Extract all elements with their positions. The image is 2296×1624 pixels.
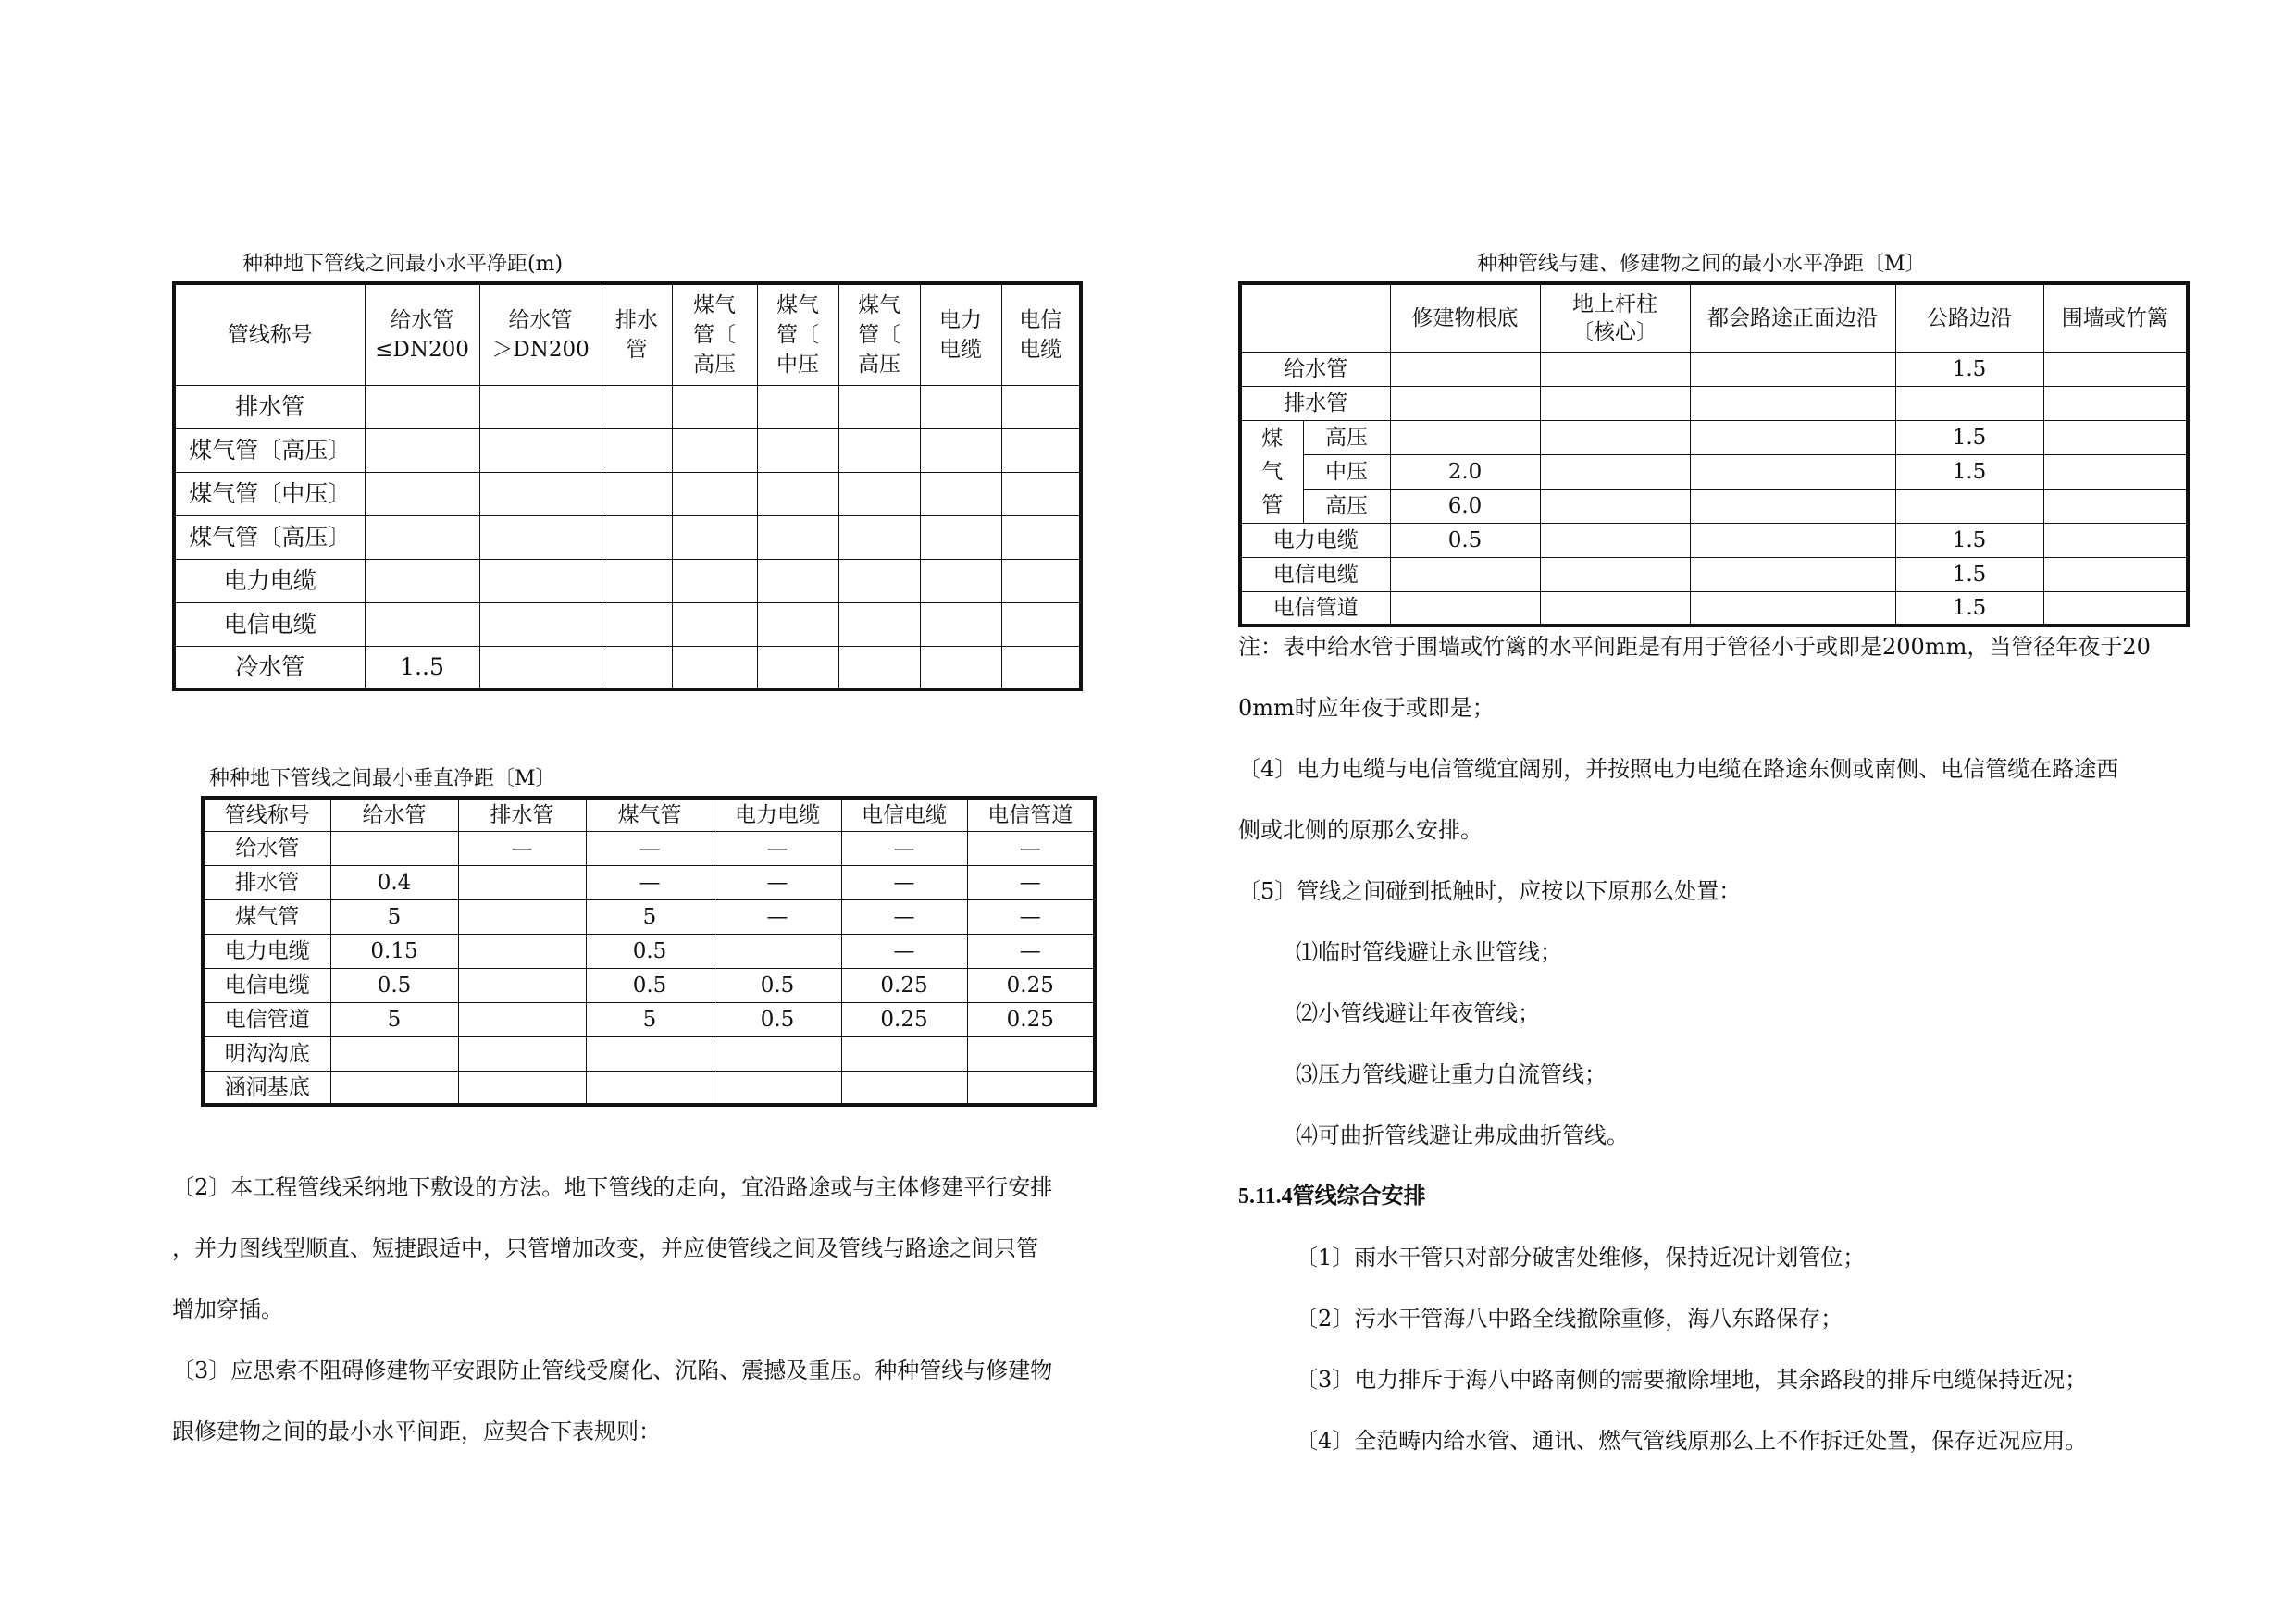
item-4: 〔4〕全范畴内给水管、通讯、燃气管线原那么上不作拆迁处置，保存近况应用。: [1296, 1428, 2088, 1454]
table2-cell: [330, 1071, 458, 1105]
table3-header-cell: 修建物根底: [1390, 283, 1540, 352]
table1-row: [174, 515, 1081, 559]
table3-cell: [1690, 489, 1895, 523]
table2-row: [203, 865, 1095, 899]
table1-cell: [479, 472, 602, 515]
table1-cell: [838, 472, 920, 515]
table2-header-cell: 煤气管: [586, 798, 714, 831]
table3-row-label: 高压: [1303, 489, 1390, 523]
table3-caption: 种种管线与建、修建物之间的最小水平净距〔M〕: [1477, 253, 1926, 276]
table1-row-label: 电力电缆: [174, 559, 365, 602]
table3-body: [1240, 352, 2188, 626]
table2-row-label: 煤气管: [203, 899, 330, 934]
table2-cell: [967, 1036, 1095, 1071]
table1-header-row: [174, 283, 1081, 385]
table2-cell: [458, 1002, 586, 1036]
table3-cell: [1540, 420, 1690, 454]
rule-4: ⑷可曲折管线避让弗成曲折管线。: [1296, 1122, 1629, 1148]
table2-cell: 5: [330, 1002, 458, 1036]
table2-cell: 0.5: [586, 934, 714, 968]
table1-cell: [479, 428, 602, 472]
table1-cell: [757, 646, 838, 689]
table3-cell: [1540, 489, 1690, 523]
table1-cell: [672, 385, 757, 428]
table3-cell: [1540, 523, 1690, 557]
table1-cell: [838, 602, 920, 646]
table1-row-label: 煤气管〔高压〕: [174, 515, 365, 559]
table2-cell: [841, 1036, 967, 1071]
table3-cell: [1390, 386, 1540, 420]
table1-cell: [602, 385, 672, 428]
table2-cell: —: [967, 899, 1095, 934]
table2-cell: [458, 934, 586, 968]
table3-cell: [1895, 489, 2043, 523]
table3-cell: [1690, 523, 1895, 557]
table3-row-label: 电信电缆: [1240, 557, 1390, 591]
table2-cell: 5: [586, 899, 714, 934]
table2-cell: 5: [586, 1002, 714, 1036]
para4-line-2: 侧或北侧的原那么安排。: [1238, 817, 1483, 843]
left-text-line-5: 跟修建物之间的最小水平间距，应契合下表规则：: [172, 1419, 661, 1444]
table1-header-cell: 电力 电缆: [920, 283, 1001, 385]
table1-cell: [1001, 602, 1081, 646]
table2-cell: —: [586, 831, 714, 865]
table2-cell: —: [841, 899, 967, 934]
table3-row-label: 电信管道: [1240, 591, 1390, 626]
table2-cell: 0.15: [330, 934, 458, 968]
table2-min-vertical-distance: [201, 796, 1097, 1107]
table3-cell: [1540, 352, 1690, 386]
table1-cell: [479, 385, 602, 428]
table1-cell: 1..5: [365, 646, 479, 689]
table1-row-label: 冷水管: [174, 646, 365, 689]
table1-row-label: 电信电缆: [174, 602, 365, 646]
table2-cell: —: [967, 831, 1095, 865]
table1-header-cell: 煤气 管〔 高压: [838, 283, 920, 385]
table1-row: [174, 646, 1081, 689]
left-text-line-1: 〔2〕本工程管线采纳地下敷设的方法。地下管线的走向，宜沿路途或与主体修建平行安排: [172, 1174, 1053, 1200]
table2-cell: [458, 1071, 586, 1105]
table3-cell: 6.0: [1390, 489, 1540, 523]
table1-cell: [920, 602, 1001, 646]
table1-cell: [672, 428, 757, 472]
rule-2: ⑵小管线避让年夜管线；: [1296, 1000, 1540, 1026]
table3-header-cell: 公路边沿: [1895, 283, 2043, 352]
table1-cell: [757, 559, 838, 602]
table3-cell: [1540, 454, 1690, 489]
left-text-line-4: 〔3〕应思索不阻碍修建物平安跟防止管线受腐化、沉陷、震撼及重压。种种管线与修建物: [172, 1357, 1053, 1383]
table1-cell: [920, 515, 1001, 559]
table3-row: [1240, 489, 2188, 523]
table3-cell: [1540, 557, 1690, 591]
table2-cell: 0.5: [714, 1002, 841, 1036]
table1-body: [174, 385, 1081, 689]
table2-cell: —: [841, 865, 967, 899]
table2-cell: 0.25: [841, 1002, 967, 1036]
table1-min-horizontal-distance: [172, 281, 1083, 691]
table1-cell: [1001, 385, 1081, 428]
table3-row-label: 高压: [1303, 420, 1390, 454]
table3-cell: [1390, 352, 1540, 386]
table1-cell: [672, 602, 757, 646]
table3-cell: 1.5: [1895, 557, 2043, 591]
table3-cell: 0.5: [1390, 523, 1540, 557]
table3-cell: [1690, 557, 1895, 591]
table2-cell: —: [714, 865, 841, 899]
table2-header-cell: 电力电缆: [714, 798, 841, 831]
table1-header-cell: 给水管 ≤DN200: [365, 283, 479, 385]
table2-cell: [586, 1071, 714, 1105]
table1-cell: [365, 472, 479, 515]
left-paragraphs: [172, 1157, 1227, 1462]
table2-cell: [458, 899, 586, 934]
table1-row: [174, 472, 1081, 515]
table1-cell: [365, 428, 479, 472]
table1-cell: [920, 385, 1001, 428]
table2-cell: [458, 1036, 586, 1071]
table3-cell: [1690, 454, 1895, 489]
table1-row-label: 煤气管〔高压〕: [174, 428, 365, 472]
table2-header-cell: 电信管道: [967, 798, 1095, 831]
table1-cell: [838, 646, 920, 689]
table2-cell: 5: [330, 899, 458, 934]
table1-cell: [838, 385, 920, 428]
item-2: 〔2〕污水干管海八中路全线撤除重修，海八东路保存；: [1296, 1306, 1843, 1332]
table2-cell: 0.4: [330, 865, 458, 899]
table3-row: [1240, 454, 2188, 489]
left-text-line-3: 增加穿插。: [172, 1296, 283, 1322]
table2-caption: 种种地下管线之间最小垂直净距〔M〕: [209, 767, 556, 790]
table1-cell: [757, 602, 838, 646]
table1-cell: [602, 602, 672, 646]
table2-row: [203, 831, 1095, 865]
table1-cell: [479, 646, 602, 689]
table1-cell: [920, 559, 1001, 602]
table2-cell: [330, 1036, 458, 1071]
table1-cell: [672, 646, 757, 689]
table1-cell: [479, 515, 602, 559]
table2-cell: [458, 865, 586, 899]
table3-row-label: 电力电缆: [1240, 523, 1390, 557]
table2-row-label: 电信电缆: [203, 968, 330, 1002]
table1-header-cell: 给水管 ＞DN200: [479, 283, 602, 385]
table1-row-label: 排水管: [174, 385, 365, 428]
table2-cell: [330, 831, 458, 865]
table2-cell: —: [714, 831, 841, 865]
table2-row: [203, 899, 1095, 934]
table2-row-label: 涵洞基底: [203, 1071, 330, 1105]
table2-cell: [714, 1071, 841, 1105]
table1-row-label: 煤气管〔中压〕: [174, 472, 365, 515]
table1-cell: [365, 385, 479, 428]
table3-cell: 1.5: [1895, 352, 2043, 386]
table2-cell: —: [841, 934, 967, 968]
table3-cell: [1390, 557, 1540, 591]
table3-row: [1240, 420, 2188, 454]
table3-cell: 2.0: [1390, 454, 1540, 489]
table1-cell: [602, 428, 672, 472]
item-3: 〔3〕电力排斥于海八中路南侧的需要撤除埋地，其余路段的排斥电缆保持近况；: [1296, 1367, 2088, 1393]
table1-cell: [920, 428, 1001, 472]
table1-cell: [757, 385, 838, 428]
table3-cell: 1.5: [1895, 523, 2043, 557]
table1-header-cell: 管线称号: [174, 283, 365, 385]
note-line-1: 注：表中给水管于围墙或竹篱的水平间距是有用于管径小于或即是200mm，当管径年夜于20: [1238, 634, 2151, 660]
table3-header-cell: 都会路途正面边沿: [1690, 283, 1895, 352]
table1-row: [174, 428, 1081, 472]
table3-cell: 1.5: [1895, 591, 2043, 626]
table3-gas-group-label: 煤 气 管: [1240, 420, 1303, 523]
table1-cell: [1001, 646, 1081, 689]
table3-cell: [2043, 420, 2188, 454]
note-line-2: 0mm时应年夜于或即是；: [1238, 695, 1495, 721]
right-paragraphs: [1238, 616, 2210, 1471]
table1-row: [174, 385, 1081, 428]
left-text-line-2: ，并力图线型顺直、短捷跟适中，只管增加改变，并应使管线之间及管线与路途之间只管: [172, 1235, 1038, 1261]
table2-row-label: 排水管: [203, 865, 330, 899]
table2-row: [203, 1071, 1095, 1105]
table1-header-cell: 电信 电缆: [1001, 283, 1081, 385]
table3-cell: [1690, 420, 1895, 454]
table1-cell: [365, 515, 479, 559]
table3-header-cell: [1240, 283, 1390, 352]
table1-cell: [365, 559, 479, 602]
table2-row: [203, 1002, 1095, 1036]
table1-cell: [365, 602, 479, 646]
table2-row-label: 给水管: [203, 831, 330, 865]
table2-cell: [714, 934, 841, 968]
table1-cell: [838, 559, 920, 602]
table3-row-label: 给水管: [1240, 352, 1390, 386]
table2-cell: —: [967, 865, 1095, 899]
table3-cell: [2043, 557, 2188, 591]
table1-cell: [757, 515, 838, 559]
table1-row: [174, 602, 1081, 646]
table1-cell: [602, 559, 672, 602]
table3-header-cell: 地上杆柱 〔核心〕: [1540, 283, 1690, 352]
table3-building-distance: [1238, 281, 2190, 627]
section-heading: 5.11.4管线综合安排: [1238, 1184, 1426, 1209]
table2-cell: —: [586, 865, 714, 899]
table3-cell: [1690, 386, 1895, 420]
table3-cell: [1895, 386, 2043, 420]
table1-header-cell: 煤气 管〔 高压: [672, 283, 757, 385]
table3-header-row: [1240, 283, 2188, 352]
table2-body: [203, 831, 1095, 1105]
table3-cell: [2043, 454, 2188, 489]
table3-row: [1240, 352, 2188, 386]
table2-cell: 0.25: [967, 968, 1095, 1002]
table1-cell: [1001, 515, 1081, 559]
table2-cell: 0.25: [967, 1002, 1095, 1036]
table1-cell: [757, 472, 838, 515]
table2-cell: [458, 968, 586, 1002]
table3-cell: [1540, 386, 1690, 420]
table2-header-cell: 管线称号: [203, 798, 330, 831]
table2-cell: —: [458, 831, 586, 865]
table2-cell: 0.5: [586, 968, 714, 1002]
table1-caption: 种种地下管线之间最小水平净距(m): [242, 253, 564, 276]
table1-cell: [838, 428, 920, 472]
table1-cell: [602, 472, 672, 515]
table3-cell: [2043, 489, 2188, 523]
table1-cell: [1001, 428, 1081, 472]
table3-cell: [2043, 352, 2188, 386]
table2-cell: 0.5: [714, 968, 841, 1002]
table2-row: [203, 968, 1095, 1002]
table1-cell: [838, 515, 920, 559]
table3-header-cell: 围墙或竹篱: [2043, 283, 2188, 352]
item-1: 〔1〕雨水干管只对部分破害处维修，保持近况计划管位；: [1296, 1245, 1866, 1271]
table1-cell: [602, 646, 672, 689]
table1-row: [174, 559, 1081, 602]
table2-cell: [714, 1036, 841, 1071]
table1-cell: [672, 472, 757, 515]
table2-header-cell: 排水管: [458, 798, 586, 831]
table1-cell: [672, 559, 757, 602]
table2-cell: [967, 1071, 1095, 1105]
table2-row: [203, 934, 1095, 968]
table3-cell: [2043, 386, 2188, 420]
rule-3: ⑶压力管线避让重力自流管线；: [1296, 1061, 1607, 1087]
table1-cell: [1001, 472, 1081, 515]
table1-cell: [479, 602, 602, 646]
table3-row: [1240, 386, 2188, 420]
table3-row: [1240, 557, 2188, 591]
para4-line-1: 〔4〕电力电缆与电信管缆宜阔别，并按照电力电缆在路途东侧或南侧、电信管缆在路途西: [1238, 756, 2119, 782]
table2-cell: —: [841, 831, 967, 865]
table1-cell: [602, 515, 672, 559]
table3-row: [1240, 523, 2188, 557]
table2-cell: [586, 1036, 714, 1071]
table2-header-cell: 电信电缆: [841, 798, 967, 831]
table1-cell: [672, 515, 757, 559]
table1-cell: [479, 559, 602, 602]
table1-cell: [920, 646, 1001, 689]
table1-header-cell: 煤气 管〔 中压: [757, 283, 838, 385]
table3-cell: [1690, 352, 1895, 386]
para5: 〔5〕管线之间碰到抵触时，应按以下原那么处置：: [1238, 878, 1742, 904]
table3-row-label: 排水管: [1240, 386, 1390, 420]
table3-cell: [1390, 420, 1540, 454]
table1-header-cell: 排水 管: [602, 283, 672, 385]
table2-row-label: 电力电缆: [203, 934, 330, 968]
table2-cell: —: [967, 934, 1095, 968]
table3-row-label: 中压: [1303, 454, 1390, 489]
table2-cell: [841, 1071, 967, 1105]
table2-cell: 0.5: [330, 968, 458, 1002]
table2-cell: —: [714, 899, 841, 934]
table1-cell: [920, 472, 1001, 515]
table3-cell: 1.5: [1895, 420, 2043, 454]
table3-cell: [2043, 523, 2188, 557]
table1-cell: [757, 428, 838, 472]
table1-cell: [1001, 559, 1081, 602]
table2-cell: 0.25: [841, 968, 967, 1002]
table2-header-cell: 给水管: [330, 798, 458, 831]
rule-1: ⑴临时管线避让永世管线；: [1296, 939, 1562, 965]
table2-row: [203, 1036, 1095, 1071]
table2-row-label: 电信管道: [203, 1002, 330, 1036]
table2-row-label: 明沟沟底: [203, 1036, 330, 1071]
table3-cell: 1.5: [1895, 454, 2043, 489]
table2-header-row: [203, 798, 1095, 831]
